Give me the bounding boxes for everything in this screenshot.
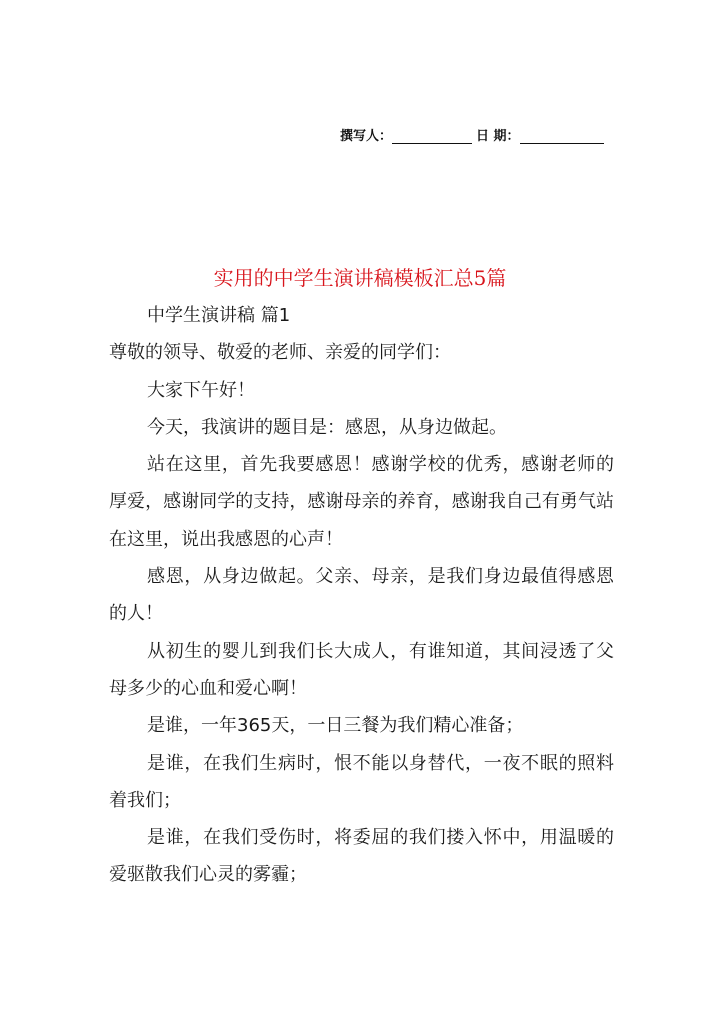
body-paragraph: 感恩，从身边做起。父亲、母亲，是我们身边最值得感恩的人！ [109,566,614,625]
body-paragraph: 站在这里，首先我要感恩！感谢学校的优秀，感谢老师的厚爱，感谢同学的支持，感谢母亲的养育，感谢我自己有勇气站在这里，说出我感恩的心声！ [109,454,614,550]
document-title: 实用的中学生演讲稿模板汇总5篇 [213,266,507,290]
date-label: 日 期： [476,129,520,144]
body-paragraph: 是谁，在我们受伤时，将委屈的我们搂入怀中，用温暖的爱驱散我们心灵的雾霾； [109,827,614,886]
document-body [109,297,614,894]
section-heading: 中学生演讲稿 篇1 [147,305,291,326]
body-paragraph: 是谁，一年365天，一日三餐为我们精心准备； [147,715,524,737]
date-blank-line [520,129,604,144]
author-blank-line [392,129,472,144]
body-paragraph: 从初生的婴儿到我们长大成人，有谁知道，其间浸透了父母多少的心血和爱心啊！ [109,640,614,699]
topic-paragraph: 今天，我演讲的题目是：感恩，从身边做起。 [147,416,507,438]
header-meta [340,125,604,144]
greeting-paragraph: 大家下午好！ [147,379,255,401]
body-paragraph: 是谁，在我们生病时，恨不能以身替代，一夜不眠的照料着我们； [109,752,614,811]
author-label: 撰写人： [340,129,393,144]
salutation-paragraph: 尊敬的领导、敬爱的老师、亲爱的同学们： [109,342,451,364]
